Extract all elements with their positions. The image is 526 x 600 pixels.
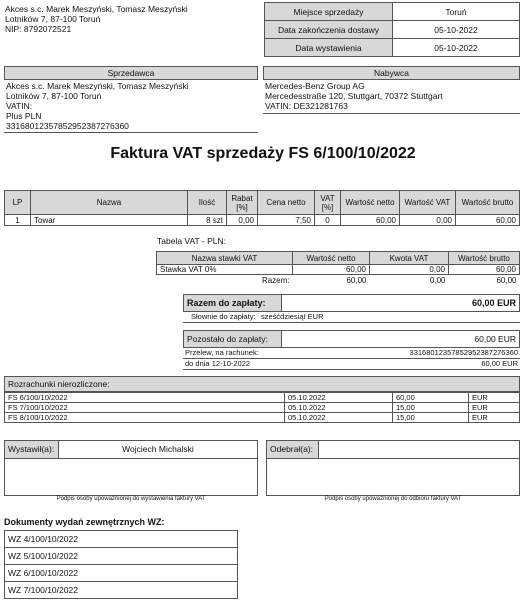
meta-table (264, 2, 520, 57)
issued-label: Wystawił(a): (5, 441, 59, 458)
items-table (4, 190, 520, 226)
settlements-heading: Rozrachunki nierozliczone: (4, 376, 520, 392)
col-header: Wartość netto (341, 191, 400, 215)
settlement-doc: FS 8/100/10/2022 (5, 413, 285, 423)
remaining-value: 60,00 EUR (474, 334, 516, 344)
buyer-line: Mercedes-Benz Group AG (265, 81, 365, 91)
document-item: WZ 4/100/10/2022 (5, 531, 238, 548)
vat-total-label: Razem: (261, 276, 290, 286)
document-item: WZ 7/100/10/2022 (5, 582, 238, 599)
vat-total-gross: 60,00 (496, 276, 517, 286)
seller-line: VATIN: (6, 101, 33, 111)
vat-col-header: Nazwa stawki VAT (157, 252, 293, 265)
settlement-currency: EUR (469, 393, 520, 403)
settlement-row (5, 413, 520, 423)
vat-table-caption: Tabela VAT - PLN: (157, 236, 226, 246)
remaining-block (183, 330, 520, 370)
col-header: Wartość VAT (400, 191, 456, 215)
documents-heading: Dokumenty wydań zewnętrznych WZ: (4, 517, 165, 527)
seller-block (4, 66, 258, 133)
transfer-account: 33168012357852952387276360 (409, 348, 518, 357)
settlement-date: 05.10.2022 (285, 393, 393, 403)
settlement-date: 05.10.2022 (285, 413, 393, 423)
received-caption: Podpis osoby upoważnionej do odbioru faktury VAT (324, 496, 462, 502)
cell-name: Towar (31, 215, 188, 226)
settlement-amount: 15,00 (393, 413, 469, 423)
table-row (5, 215, 520, 226)
vat-gross: 60,00 (449, 265, 520, 275)
cell-vat-rate: 0 (315, 215, 341, 226)
vat-col-header: Wartość brutto (449, 252, 520, 265)
cell-gross-value: 60,00 (456, 215, 520, 226)
document-item: WZ 5/100/10/2022 (5, 548, 238, 565)
document-row (5, 531, 238, 548)
page-title: Faktura VAT sprzedaży FS 6/100/10/2022 (110, 145, 416, 162)
settlement-currency: EUR (469, 403, 520, 413)
seller-header-address: Lotników 7, 87-100 Toruń (5, 14, 101, 24)
col-header: VAT [%] (315, 191, 341, 215)
to-pay-words: sześćdziesiąt EUR (261, 312, 324, 321)
settlement-date: 05.10.2022 (285, 403, 393, 413)
cell-vat-value: 0,00 (400, 215, 456, 226)
to-pay-words-label: Słownie do zapłaty: (191, 312, 256, 321)
received-label: Odebrał(a): (267, 441, 319, 458)
vat-col-header: Wartość netto (293, 252, 370, 265)
received-header (267, 441, 519, 459)
transfer-row (183, 348, 520, 359)
buyer-details (263, 80, 520, 114)
document-row (5, 548, 238, 565)
buyer-line: Mercedesstraße 120, Stuttgart, 70372 Stuttgart (265, 91, 443, 101)
settlement-doc: FS 7/100/10/2022 (5, 403, 285, 413)
issued-name: Wojciech Michalski (122, 444, 194, 454)
settlements-table (4, 392, 520, 423)
to-pay-label: Razem do zapłaty: (184, 295, 282, 311)
buyer-heading: Nabywca (263, 66, 520, 80)
buyer-line: VATIN: DE321281763 (265, 101, 348, 111)
meta-value: Toruń (393, 3, 520, 21)
col-header: Wartość brutto (456, 191, 520, 215)
issued-header (5, 441, 257, 459)
settlements-block (4, 376, 520, 423)
documents-table (4, 530, 238, 599)
vat-table (156, 251, 520, 287)
vat-col-header: Kwota VAT (370, 252, 449, 265)
received-signature (319, 441, 519, 458)
vat-total-row (157, 275, 520, 287)
col-header: Nazwa (31, 191, 188, 215)
cell-qty: 8 szt (188, 215, 227, 226)
vat-total-net: 60,00 (346, 276, 367, 286)
transfer-label: Przelew, na rachunek: (185, 348, 259, 357)
seller-header-name: Akces s.c. Marek Meszyński, Tomasz Meszyński (5, 4, 188, 14)
meta-label: Data zakończenia dostawy (265, 21, 393, 39)
cell-net-value: 60,00 (341, 215, 400, 226)
settlement-amount: 15,00 (393, 403, 469, 413)
seller-header (5, 4, 188, 34)
seller-details (4, 80, 258, 133)
settlement-row (5, 403, 520, 413)
seller-heading: Sprzedawca (4, 66, 258, 80)
to-pay-value: 60,00 EUR (471, 298, 516, 308)
vat-row (157, 265, 520, 275)
due-row (183, 359, 520, 370)
col-header: Cena netto (258, 191, 315, 215)
due-label: do dnia 12-10-2022 (185, 359, 251, 368)
col-header: Rabat [%] (227, 191, 258, 215)
seller-line: Lotników 7, 87-100 Toruń (6, 91, 102, 101)
to-pay-words-row (183, 312, 520, 323)
seller-line: 33168012357852952387276360 (6, 121, 129, 131)
settlement-currency: EUR (469, 413, 520, 423)
to-pay-block (183, 294, 520, 323)
col-header: Ilość (188, 191, 227, 215)
due-value: 60,00 EUR (481, 359, 518, 368)
to-pay-row (183, 294, 520, 312)
buyer-block (263, 66, 520, 114)
meta-label: Data wystawienia (265, 39, 393, 57)
settlement-amount: 60,00 (393, 393, 469, 403)
received-box (266, 440, 520, 496)
seller-line: Akces s.c. Marek Meszyński, Tomasz Meszyński (6, 81, 189, 91)
remaining-label: Pozostało do zapłaty: (184, 331, 282, 347)
issued-box (4, 440, 258, 496)
settlement-row (5, 393, 520, 403)
document-row (5, 582, 238, 599)
remaining-row (183, 330, 520, 348)
meta-value: 05-10-2022 (393, 21, 520, 39)
meta-value: 05-10-2022 (393, 39, 520, 57)
vat-net: 60,00 (293, 265, 370, 275)
meta-label: Miejsce sprzedaży (265, 3, 393, 21)
seller-line: Plus PLN (6, 111, 42, 121)
document-item: WZ 6/100/10/2022 (5, 565, 238, 582)
vat-total-amount: 0,00 (429, 276, 446, 286)
document-row (5, 565, 238, 582)
cell-net-price: 7,50 (258, 215, 315, 226)
vat-amount: 0,00 (370, 265, 449, 275)
vat-rate-name: Stawka VAT 0% (157, 265, 293, 275)
col-header: LP (5, 191, 31, 215)
issued-caption: Podpis osoby upoważnionej do wystawienia faktury VAT (56, 496, 206, 502)
settlement-doc: FS 6/100/10/2022 (5, 393, 285, 403)
seller-header-nip: NIP: 8792072521 (5, 24, 72, 34)
cell-lp: 1 (5, 215, 31, 226)
cell-discount: 0,00 (227, 215, 258, 226)
